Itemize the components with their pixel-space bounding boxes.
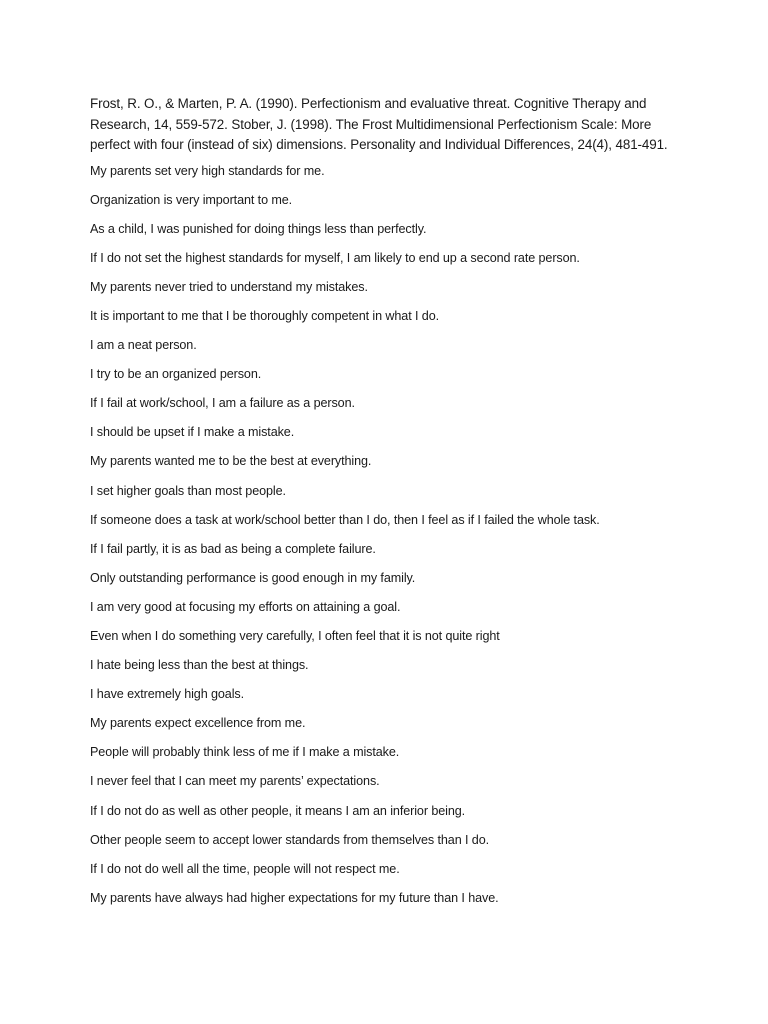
scale-item: People will probably think less of me if I make a mistake. — [90, 745, 400, 760]
scale-item: My parents never tried to understand my mistakes. — [90, 279, 368, 294]
scale-item: I hate being less than the best at things. — [90, 658, 309, 673]
scale-item: My parents wanted me to be the best at everything. — [90, 454, 372, 469]
scale-item: If someone does a task at work/school better than I do, then I feel as if I failed the whole task. — [90, 512, 600, 527]
scale-item: If I do not do well all the time, people will not respect me. — [90, 861, 400, 876]
scale-item: As a child, I was punished for doing things less than perfectly. — [90, 221, 427, 236]
scale-item: Only outstanding performance is good enough in my family. — [90, 570, 416, 585]
document-body — [90, 94, 680, 918]
scale-item: I try to be an organized person. — [90, 367, 262, 382]
scale-item: I am very good at focusing my efforts on attaining a goal. — [90, 599, 401, 614]
scale-item: If I fail partly, it is as bad as being a complete failure. — [90, 541, 376, 556]
scale-item: If I do not set the highest standards for myself, I am likely to end up a second rate person. — [90, 250, 580, 265]
scale-item: I should be upset if I make a mistake. — [90, 425, 295, 440]
scale-item: Organization is very important to me. — [90, 192, 293, 207]
scale-item: I never feel that I can meet my parents’ expectations. — [90, 774, 380, 789]
scale-items-list — [90, 162, 680, 918]
scale-item: My parents have always had higher expectations for my future than I have. — [90, 890, 499, 905]
scale-item: I set higher goals than most people. — [90, 483, 286, 498]
scale-item: If I do not do as well as other people, it means I am an inferior being. — [90, 803, 466, 818]
scale-item: I have extremely high goals. — [90, 687, 245, 702]
scale-item: If I fail at work/school, I am a failure as a person. — [90, 396, 355, 411]
reference-citation: Frost, R. O., & Marten, P. A. (1990). Perfectionism and evaluative threat. Cognitive Therapy and Research, 14, 559-572. Stober, J. (1998). The Frost Multidimensional Perfectionism Scale: More perfect with four (instead of six) dimensions. Personality and Individual Differences, 24(4), 481-491. — [90, 96, 668, 152]
scale-item: My parents set very high standards for me. — [90, 163, 325, 178]
scale-item: My parents expect excellence from me. — [90, 716, 306, 731]
scale-item: It is important to me that I be thoroughly competent in what I do. — [90, 308, 440, 323]
scale-item: I am a neat person. — [90, 338, 197, 353]
scale-item: Other people seem to accept lower standards from themselves than I do. — [90, 832, 490, 847]
scale-item: Even when I do something very carefully, I often feel that it is not quite right — [90, 629, 500, 643]
